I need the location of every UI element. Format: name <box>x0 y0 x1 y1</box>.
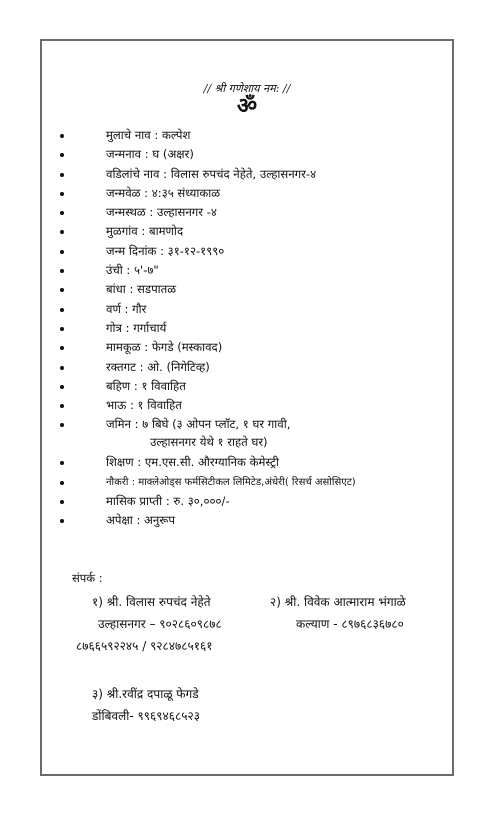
contact-1-phone: उल्हासनगर – ९०२८६०९८७८ <box>98 617 222 631</box>
contact-label: संपर्क : <box>72 571 103 585</box>
bullet-icon <box>60 192 64 196</box>
contact-2-name: २) श्री. विवेक आत्माराम भंगाळे <box>270 595 406 609</box>
bullet-icon <box>60 423 64 427</box>
contact-1-name: १) श्री. विलास रुपचंद नेहेते <box>92 595 211 609</box>
bullet-icon <box>60 366 64 370</box>
list-item: मुलाचे नाव : कल्पेश <box>42 126 452 145</box>
bullet-icon <box>60 327 64 331</box>
list-item-land: जमिन : ७ बिघे (३ ओपन प्लॉट, १ घर गावी, उल्हासनगर येथे १ राहते घर) <box>42 415 452 453</box>
bullet-icon <box>60 173 64 177</box>
biodata-page <box>40 39 454 776</box>
bullet-icon <box>60 269 64 273</box>
list-item: वर्ण : गौर <box>42 300 452 319</box>
bullet-icon <box>60 211 64 215</box>
bullet-icon <box>60 481 64 485</box>
list-item: गोत्र : गर्गाचार्य <box>42 319 452 338</box>
list-item-job: नौकरी : माक्लेओड्स फर्मसिटीकल लिमिटेड,अंधेरी( रिसर्च असोसिएट) <box>42 473 452 492</box>
bullet-icon <box>60 308 64 312</box>
bullet-icon <box>60 461 64 465</box>
bullet-icon <box>60 250 64 254</box>
list-item: बहिण : १ विवाहित <box>42 377 452 396</box>
bullet-icon <box>60 153 64 157</box>
contact-2-phone: कल्याण - ८९७६८३६७८० <box>296 617 404 631</box>
bullet-icon <box>60 346 64 350</box>
list-item: जन्मस्थळ : उल्हासनगर -४ <box>42 203 452 222</box>
bullet-icon <box>60 500 64 504</box>
list-item: वडिलांचे नाव : विलास रुपचंद नेहेते, उल्हासनगर-४ <box>42 165 452 184</box>
bullet-icon <box>60 519 64 523</box>
list-item: मामकूळ : फेगडे (मस्कावद) <box>42 338 452 357</box>
list-item-expectation: अपेक्षा : अनुरूप <box>42 511 452 530</box>
list-item-education: शिक्षण : एम.एस.सी. औरग्यानिक केमेस्ट्री <box>42 453 452 472</box>
list-item: उंची : ५'-७" <box>42 261 452 280</box>
contact-3-phone: डोंबिवली- ९९६९४६८५२३ <box>92 709 200 723</box>
list-item: भाऊ : १ विवाहित <box>42 396 452 415</box>
invocation-heading: // श्री गणेशाय नम: // <box>203 82 291 95</box>
bullet-icon <box>60 134 64 138</box>
bullet-icon <box>60 288 64 292</box>
list-item: मुळगांव : बामणोद <box>42 222 452 241</box>
list-item: रक्तगट : ओ. (निगेटिव्ह) <box>42 358 452 377</box>
bullet-icon <box>60 385 64 389</box>
contact-3-name: ३) श्री.रवींद्र दपाळू फेगडे <box>92 687 199 701</box>
contact-1-phone-2: ८७६६५९२२४५ / ९२८४७८५१६१ <box>76 639 213 653</box>
bullet-icon <box>60 230 64 234</box>
list-item: जन्मवेळ : ४:३५ संध्याकाळ <box>42 184 452 203</box>
bullet-icon <box>60 404 64 408</box>
om-symbol: ॐ <box>236 94 258 119</box>
details-list <box>42 126 452 531</box>
list-item-salary: मासिक प्राप्ती : रु. ३०,०००/- <box>42 492 452 511</box>
list-item: बांधा : सडपातळ <box>42 280 452 299</box>
list-item: जन्मनाव : घ (अक्षर) <box>42 145 452 164</box>
list-item: जन्म दिनांक : ३१-१२-१९९० <box>42 242 452 261</box>
